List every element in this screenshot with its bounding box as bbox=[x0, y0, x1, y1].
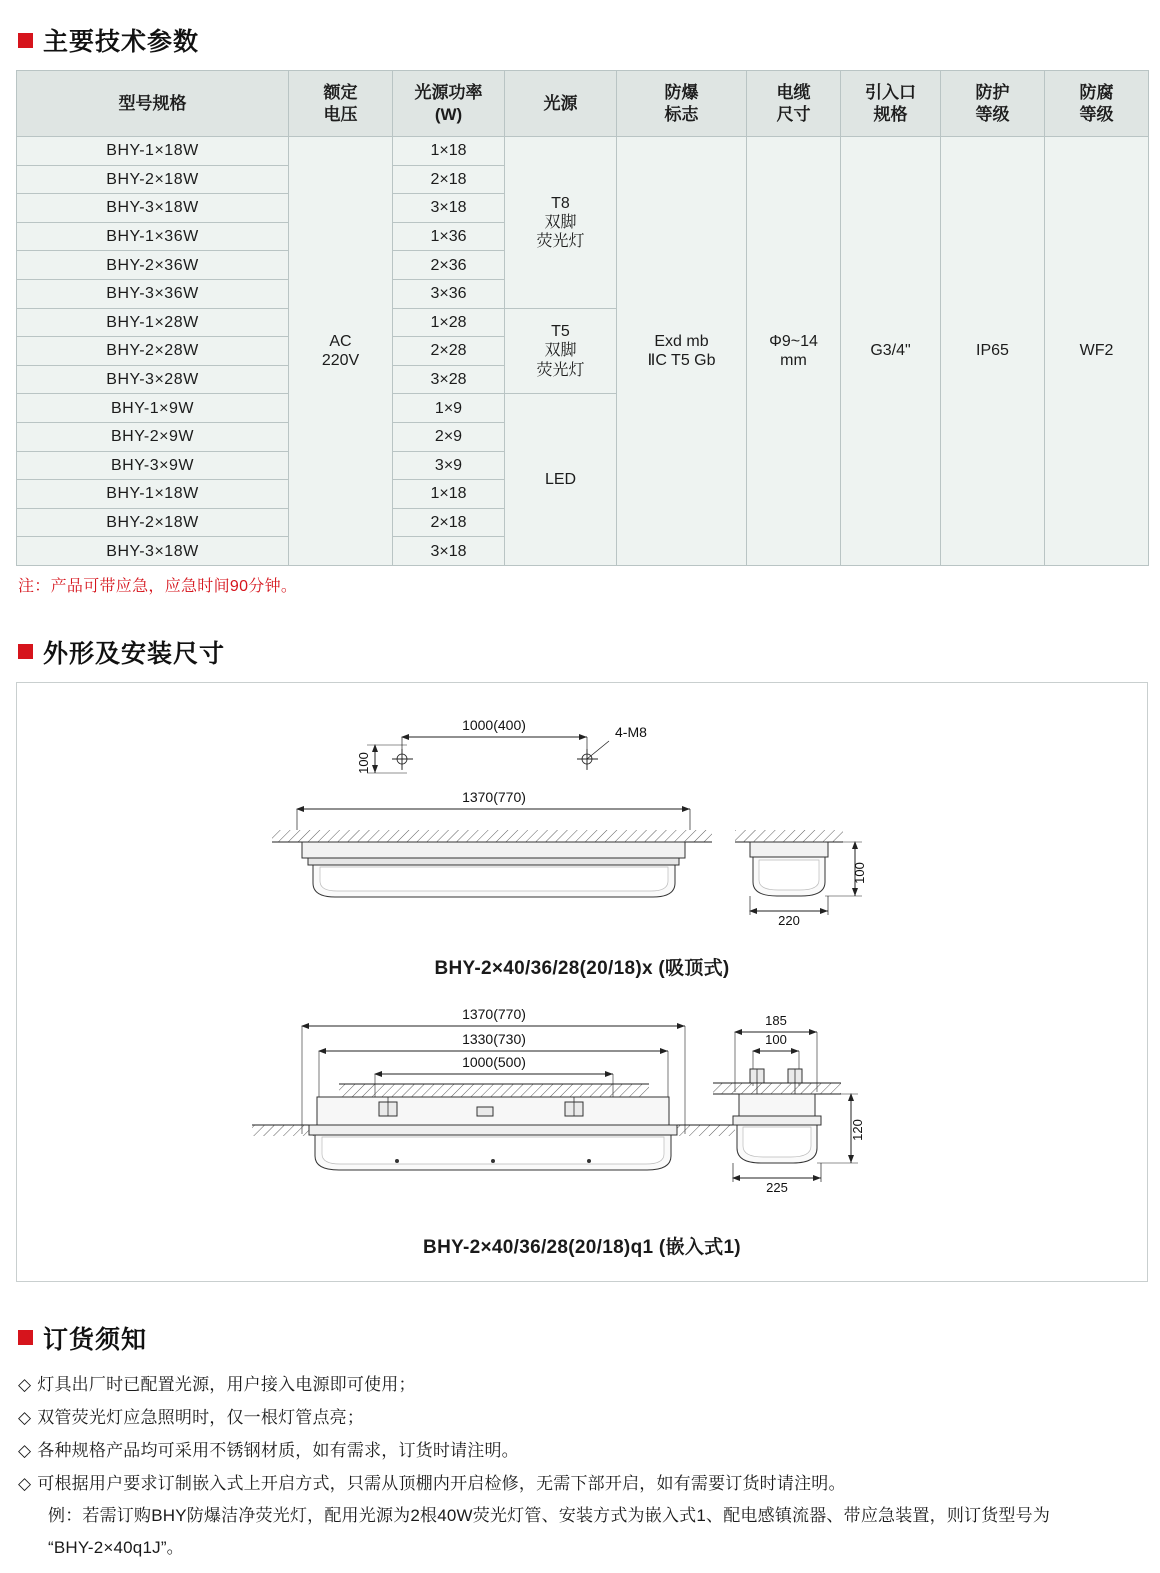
cell-model: BHY-3×18W bbox=[17, 537, 289, 566]
dim-label-height-100: 100 bbox=[852, 862, 867, 884]
cell-model: BHY-3×28W bbox=[17, 365, 289, 394]
cell-power: 2×18 bbox=[393, 165, 505, 194]
cell-power: 1×18 bbox=[393, 480, 505, 509]
cell-corrosion: WF2 bbox=[1045, 137, 1149, 566]
diamond-icon: ◇ bbox=[18, 1374, 32, 1394]
diamond-icon: ◇ bbox=[18, 1474, 32, 1494]
col-header-model: 型号规格 bbox=[17, 71, 289, 137]
list-item bbox=[18, 1467, 1146, 1500]
dim-label-225: 225 bbox=[766, 1179, 788, 1195]
cell-model: BHY-3×9W bbox=[17, 451, 289, 480]
square-bullet-icon bbox=[18, 644, 33, 659]
dim-label-inner: 1000(500) bbox=[462, 1053, 526, 1070]
cell-model: BHY-1×9W bbox=[17, 394, 289, 423]
cell-power: 3×18 bbox=[393, 194, 505, 223]
list-item bbox=[18, 1434, 1146, 1467]
cell-ip: IP65 bbox=[941, 137, 1045, 566]
cell-power: 3×36 bbox=[393, 279, 505, 308]
cell-model: BHY-2×18W bbox=[17, 508, 289, 537]
col-header-corrosion: 防腐 等级 bbox=[1045, 71, 1149, 137]
caption-ceiling-mount: BHY-2×40/36/28(20/18)x (吸顶式) bbox=[434, 957, 730, 979]
cell-power: 1×9 bbox=[393, 394, 505, 423]
dim-label-120: 120 bbox=[850, 1119, 865, 1141]
col-header-exmark: 防爆 标志 bbox=[617, 71, 747, 137]
cell-power: 3×9 bbox=[393, 451, 505, 480]
cell-inlet: G3/4" bbox=[841, 137, 941, 566]
order-section-title: 订货须知 bbox=[43, 1325, 148, 1354]
recessed-svg bbox=[17, 1006, 1147, 1221]
dimension-drawing-panel bbox=[16, 682, 1148, 1282]
table-row bbox=[17, 137, 1149, 166]
ceiling-mount-svg bbox=[17, 697, 1147, 942]
cell-power: 1×36 bbox=[393, 222, 505, 251]
cell-model: BHY-3×36W bbox=[17, 279, 289, 308]
square-bullet-icon bbox=[18, 33, 33, 48]
cell-cable-size: Φ9~14 mm bbox=[747, 137, 841, 566]
order-notes-list bbox=[18, 1368, 1146, 1563]
col-header-ip: 防护 等级 bbox=[941, 71, 1045, 137]
cell-power: 3×18 bbox=[393, 537, 505, 566]
cell-model: BHY-2×18W bbox=[17, 165, 289, 194]
col-header-cable: 电缆 尺寸 bbox=[747, 71, 841, 137]
col-header-power: 光源功率 (W) bbox=[393, 71, 505, 137]
cell-model: BHY-3×18W bbox=[17, 194, 289, 223]
cell-model: BHY-1×18W bbox=[17, 137, 289, 166]
dim-label-side-100: 100 bbox=[356, 752, 371, 774]
diamond-icon: ◇ bbox=[18, 1408, 32, 1428]
dim-label-mid: 1330(730) bbox=[462, 1030, 526, 1047]
dim-label-width-220: 220 bbox=[778, 912, 800, 928]
section-header-order bbox=[18, 1320, 1146, 1356]
section-header-spec bbox=[18, 22, 1146, 58]
square-bullet-icon bbox=[18, 1330, 33, 1345]
dim-label-bolt: 4-M8 bbox=[615, 723, 647, 740]
caption-recessed: BHY-2×40/36/28(20/18)q1 (嵌入式1) bbox=[423, 1236, 741, 1258]
cell-model: BHY-2×36W bbox=[17, 251, 289, 280]
order-example-line-2: “BHY-2×40q1J”。 bbox=[48, 1537, 184, 1557]
dim-label-length: 1370(770) bbox=[462, 788, 526, 805]
cell-source-t5: T5 双脚 荧光灯 bbox=[505, 308, 617, 394]
col-header-inlet: 引入口 规格 bbox=[841, 71, 941, 137]
order-item-text: 各种规格产品均可采用不锈钢材质，如有需求，订货时请注明。 bbox=[37, 1441, 519, 1461]
cell-power: 2×36 bbox=[393, 251, 505, 280]
list-item bbox=[18, 1401, 1146, 1434]
cell-power: 1×18 bbox=[393, 137, 505, 166]
cell-source-led: LED bbox=[505, 394, 617, 566]
order-item-text: 双管荧光灯应急照明时，仅一根灯管点亮； bbox=[37, 1408, 365, 1428]
cell-power: 1×28 bbox=[393, 308, 505, 337]
table-note: 注：产品可带应急，应急时间90分钟。 bbox=[18, 577, 298, 595]
cell-power: 2×28 bbox=[393, 337, 505, 366]
cell-power: 2×18 bbox=[393, 508, 505, 537]
diamond-icon: ◇ bbox=[18, 1441, 32, 1461]
dim-label-mount-span: 1000(400) bbox=[462, 716, 526, 733]
spec-section-title: 主要技术参数 bbox=[43, 28, 200, 56]
order-item-text: 灯具出厂时已配置光源，用户接入电源即可使用； bbox=[37, 1374, 416, 1394]
section-header-dimensions bbox=[18, 634, 1146, 670]
dimensions-section-title: 外形及安装尺寸 bbox=[43, 639, 226, 668]
drawing-ceiling-mount bbox=[17, 697, 1147, 980]
order-item-text: 可根据用户要求订制嵌入式上开启方式，只需从顶棚内开启检修，无需下部开启，如有需要订货时请注明。 bbox=[37, 1474, 846, 1494]
cell-power: 2×9 bbox=[393, 422, 505, 451]
cell-model: BHY-1×18W bbox=[17, 480, 289, 509]
dim-label-outer: 1370(770) bbox=[462, 1005, 526, 1022]
cell-model: BHY-2×28W bbox=[17, 337, 289, 366]
list-item bbox=[18, 1368, 1146, 1401]
cell-model: BHY-1×28W bbox=[17, 308, 289, 337]
table-header-row bbox=[17, 71, 1149, 137]
drawing-recessed bbox=[17, 1006, 1147, 1259]
cell-model: BHY-2×9W bbox=[17, 422, 289, 451]
cell-ex-mark: Exd mb ⅡC T5 Gb bbox=[617, 137, 747, 566]
dim-label-100-inner: 100 bbox=[765, 1031, 787, 1047]
dim-label-185: 185 bbox=[765, 1012, 787, 1028]
cell-model: BHY-1×36W bbox=[17, 222, 289, 251]
cell-voltage: AC 220V bbox=[289, 137, 393, 566]
col-header-voltage: 额定 电压 bbox=[289, 71, 393, 137]
col-header-source: 光源 bbox=[505, 71, 617, 137]
order-example-line-1: 例：若需订购BHY防爆洁净荧光灯，配用光源为2根40W荧光灯管、安装方式为嵌入式1、配电感镇流器、带应急装置，则订货型号为 bbox=[48, 1506, 1051, 1526]
spec-table bbox=[16, 70, 1149, 566]
cell-power: 3×28 bbox=[393, 365, 505, 394]
cell-source-t8: T8 双脚 荧光灯 bbox=[505, 137, 617, 309]
